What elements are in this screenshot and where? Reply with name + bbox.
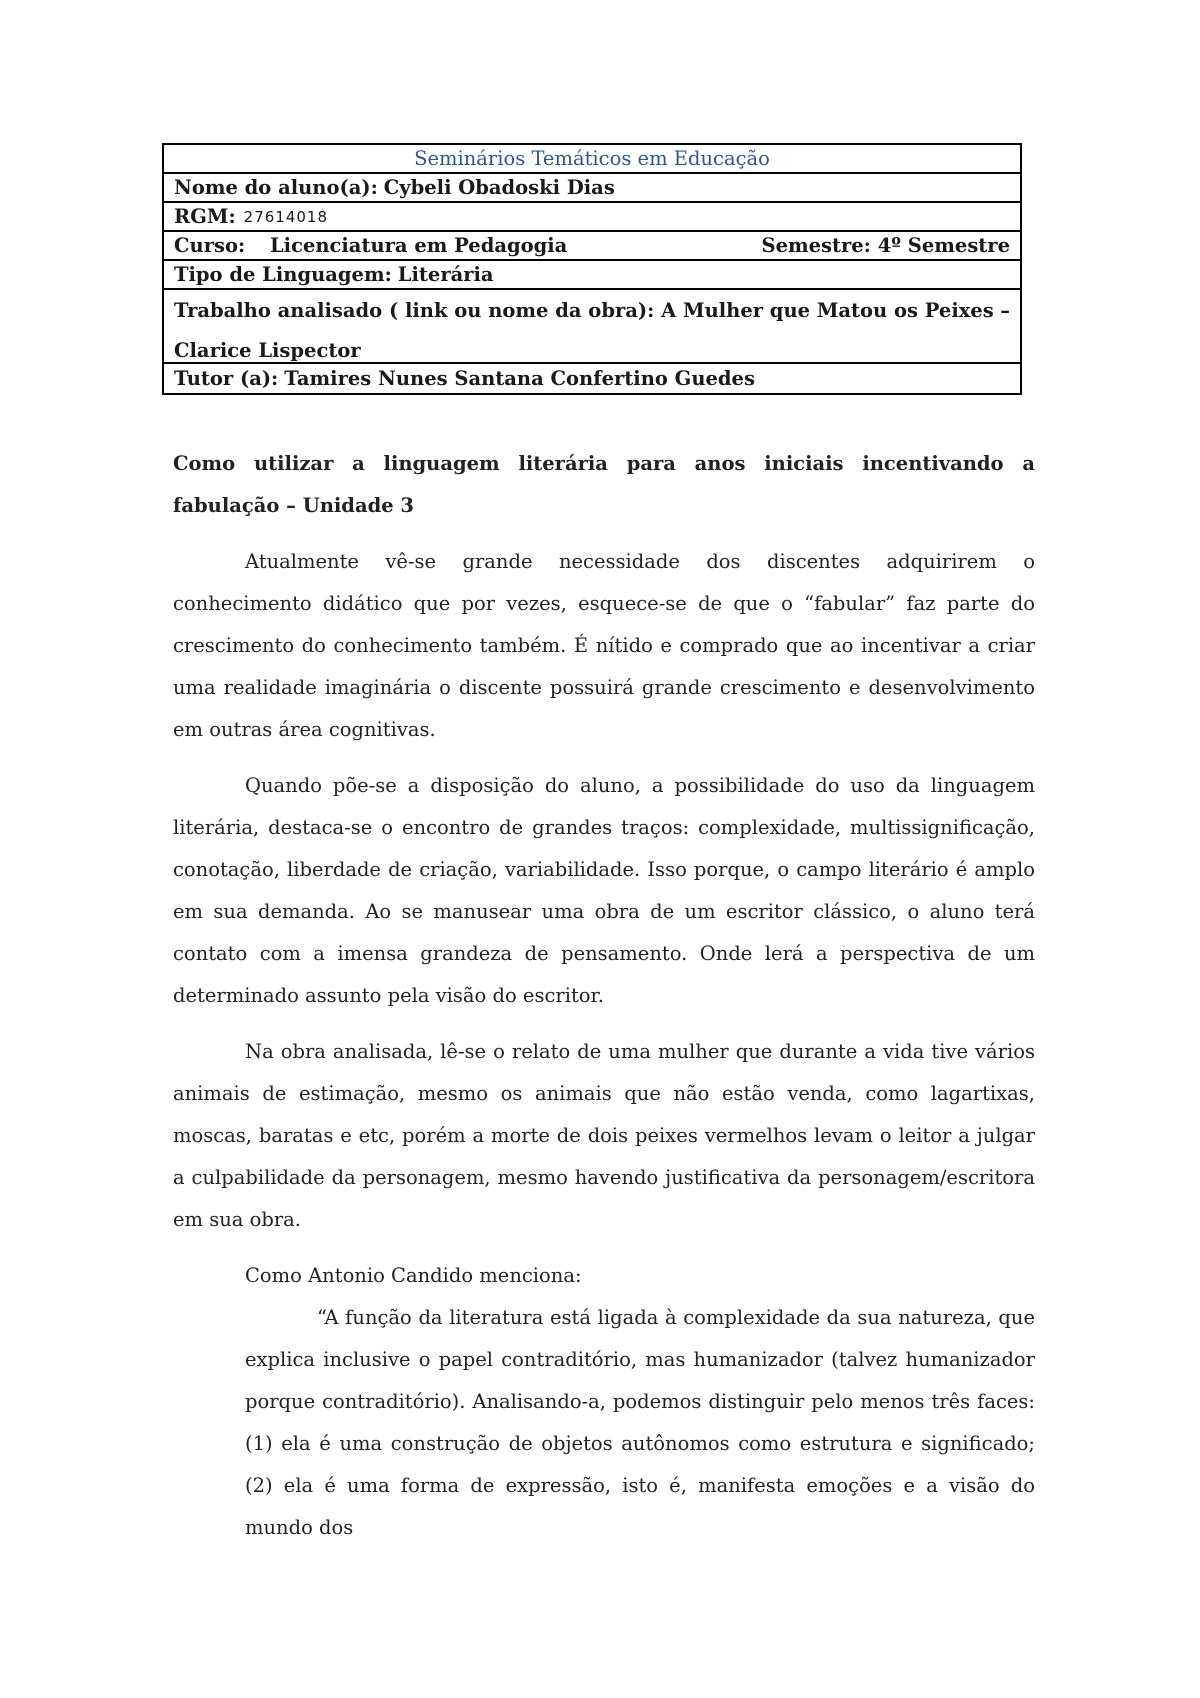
block-quote: “A função da literatura está ligada à complexidade da sua natureza, que explica inclusive o papel contraditório, mas humanizador (talvez humanizador porque contraditório). Analisando-a, podemos distinguir pelo menos três faces: (1) ela é uma construção de objetos autônomos como estrutura e significado; (2) ela é uma forma de expressão, isto é, manifesta emoções e a visão do mundo dos — [245, 1306, 1035, 1539]
table-row-language — [164, 261, 1020, 290]
table-row-title — [164, 145, 1020, 174]
course-value: Licenciatura em Pedagogia — [269, 233, 568, 257]
table-row-course — [164, 232, 1020, 261]
table-row-tutor — [164, 364, 1020, 393]
language-value: Literária — [397, 262, 494, 286]
course-label: Curso: — [174, 233, 246, 257]
student-name: Cybeli Obadoski Dias — [383, 175, 615, 199]
work-line-1 — [174, 298, 1010, 324]
work-dash: – — [1000, 299, 1010, 322]
section-heading: Como utilizar a linguagem literária para anos iniciais incentivando a fabulação – Unidade 3 — [173, 452, 1035, 517]
document-body — [173, 443, 1035, 1549]
table-row-rgm — [164, 203, 1020, 232]
rgm-value: 27614018 — [243, 207, 329, 226]
work-author: Clarice Lispector — [174, 339, 361, 362]
tutor-label: Tutor (a): — [174, 366, 279, 390]
paragraph-2: Quando põe-se a disposição do aluno, a possibilidade do uso da linguagem literária, destaca-se o encontro de grandes traços: complexidade, multissignificação, conotação, liberdade de criação, variabilidade. Isso porque, o campo literário é amplo em sua demanda. Ao se manusear uma obra de um escritor clássico, o aluno terá contato com a imensa grandeza de pensamento. Onde lerá a perspectiva de um determinado assunto pela visão do escritor. — [173, 774, 1035, 1007]
tutor-name: Tamires Nunes Santana Confertino Guedes — [284, 366, 755, 390]
header-info-table — [162, 143, 1022, 395]
language-label: Tipo de Linguagem: — [174, 262, 392, 286]
student-label: Nome do aluno(a): — [174, 175, 378, 199]
paragraph-3: Na obra analisada, lê-se o relato de uma mulher que durante a vida tive vários animais de estimação, mesmo os animais que não estão venda, como lagartixas, moscas, baratas e etc, porém a morte de dois peixes vermelhos levam o leitor a julgar a culpabilidade da personagem, mesmo havendo justificativa da personagem/escritora em sua obra. — [173, 1040, 1035, 1231]
document-title: Seminários Temáticos em Educação — [414, 146, 770, 170]
quote-intro: Como Antonio Candido menciona: — [245, 1264, 582, 1287]
semester-label: Semestre: — [761, 233, 871, 257]
semester-group — [761, 233, 1010, 259]
course-group — [174, 233, 567, 259]
semester-value: 4º Semestre — [877, 233, 1010, 257]
table-row-student — [164, 174, 1020, 203]
work-title: Trabalho analisado ( link ou nome da obra): A Mulher que Matou os Peixes — [174, 299, 994, 322]
table-row-work — [164, 290, 1020, 364]
rgm-label: RGM: — [174, 204, 236, 228]
paragraph-1: Atualmente vê-se grande necessidade dos discentes adquirirem o conhecimento didático que por vezes, esquece-se de que o “fabular” faz parte do crescimento do conhecimento também. É nítido e comprado que ao incentivar a criar uma realidade imaginária o discente possuirá grande crescimento e desenvolvimento em outras área cognitivas. — [173, 550, 1035, 741]
